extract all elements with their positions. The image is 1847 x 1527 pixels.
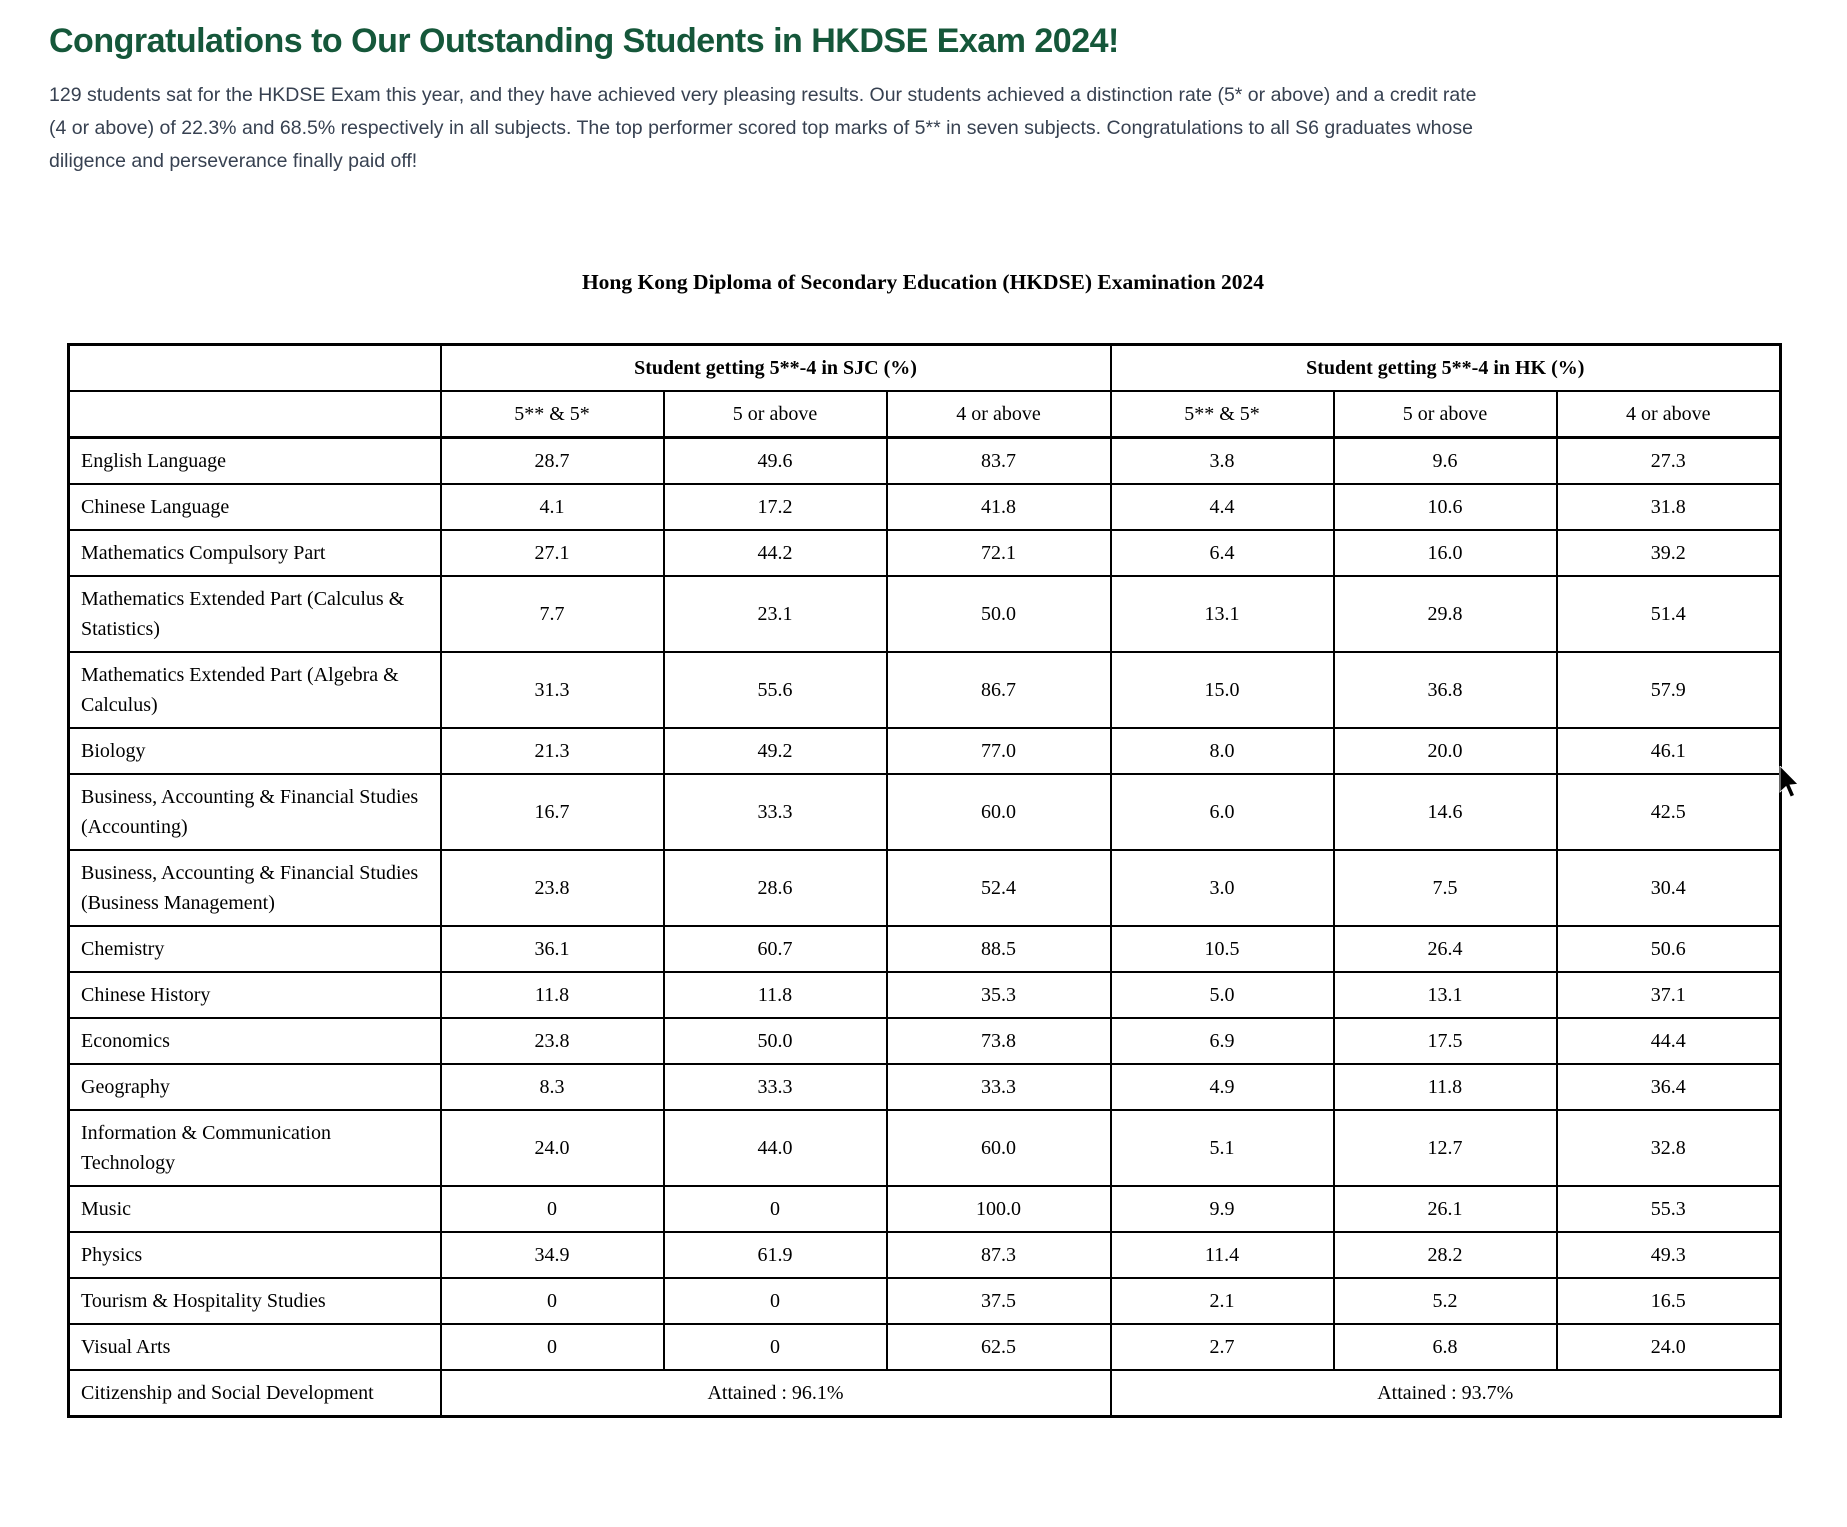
value-cell: 23.8 <box>441 1018 664 1064</box>
value-cell: 37.5 <box>887 1278 1111 1324</box>
value-cell: 23.8 <box>441 850 664 926</box>
value-cell: 7.5 <box>1334 850 1557 926</box>
results-table <box>67 343 1782 1418</box>
table-body <box>69 437 1781 1416</box>
value-cell: 10.6 <box>1334 484 1557 530</box>
value-cell: 62.5 <box>887 1324 1111 1370</box>
value-cell: 5.2 <box>1334 1278 1557 1324</box>
subject-cell: Visual Arts <box>69 1324 441 1370</box>
value-cell: 57.9 <box>1557 652 1781 728</box>
sub-header: 5** & 5* <box>441 391 664 438</box>
sub-header: 5** & 5* <box>1111 391 1334 438</box>
group-header-sjc: Student getting 5**-4 in SJC (%) <box>441 344 1111 391</box>
subject-cell: Chinese Language <box>69 484 441 530</box>
value-cell: 0 <box>441 1324 664 1370</box>
value-cell: 50.0 <box>664 1018 887 1064</box>
value-cell: 26.1 <box>1334 1186 1557 1232</box>
value-cell: 36.4 <box>1557 1064 1781 1110</box>
table-row <box>69 437 1781 484</box>
table-row <box>69 728 1781 774</box>
attained-cell: Attained : 93.7% <box>1111 1370 1781 1417</box>
value-cell: 27.3 <box>1557 437 1781 484</box>
corner-cell <box>69 391 441 438</box>
attained-cell: Attained : 96.1% <box>441 1370 1111 1417</box>
value-cell: 8.0 <box>1111 728 1334 774</box>
value-cell: 26.4 <box>1334 926 1557 972</box>
group-header-hk: Student getting 5**-4 in HK (%) <box>1111 344 1781 391</box>
value-cell: 6.9 <box>1111 1018 1334 1064</box>
value-cell: 49.6 <box>664 437 887 484</box>
table-row <box>69 926 1781 972</box>
value-cell: 16.5 <box>1557 1278 1781 1324</box>
value-cell: 6.8 <box>1334 1324 1557 1370</box>
value-cell: 17.2 <box>664 484 887 530</box>
subject-cell: Geography <box>69 1064 441 1110</box>
value-cell: 21.3 <box>441 728 664 774</box>
value-cell: 33.3 <box>664 1064 887 1110</box>
results-table-section <box>67 270 1779 1418</box>
subject-cell: Mathematics Extended Part (Calculus & Statistics) <box>69 576 441 652</box>
value-cell: 2.1 <box>1111 1278 1334 1324</box>
value-cell: 17.5 <box>1334 1018 1557 1064</box>
value-cell: 46.1 <box>1557 728 1781 774</box>
value-cell: 77.0 <box>887 728 1111 774</box>
value-cell: 4.9 <box>1111 1064 1334 1110</box>
value-cell: 36.1 <box>441 926 664 972</box>
subject-cell: Mathematics Compulsory Part <box>69 530 441 576</box>
value-cell: 27.1 <box>441 530 664 576</box>
value-cell: 14.6 <box>1334 774 1557 850</box>
subject-cell: Economics <box>69 1018 441 1064</box>
value-cell: 61.9 <box>664 1232 887 1278</box>
value-cell: 2.7 <box>1111 1324 1334 1370</box>
value-cell: 28.6 <box>664 850 887 926</box>
value-cell: 44.4 <box>1557 1018 1781 1064</box>
value-cell: 73.8 <box>887 1018 1111 1064</box>
value-cell: 60.0 <box>887 1110 1111 1186</box>
value-cell: 83.7 <box>887 437 1111 484</box>
group-header-row <box>69 344 1781 391</box>
value-cell: 29.8 <box>1334 576 1557 652</box>
value-cell: 51.4 <box>1557 576 1781 652</box>
subject-cell: Business, Accounting & Financial Studies (Accounting) <box>69 774 441 850</box>
value-cell: 12.7 <box>1334 1110 1557 1186</box>
value-cell: 88.5 <box>887 926 1111 972</box>
table-row <box>69 1186 1781 1232</box>
table-row <box>69 1064 1781 1110</box>
table-row <box>69 1232 1781 1278</box>
value-cell: 33.3 <box>664 774 887 850</box>
sub-header: 5 or above <box>1334 391 1557 438</box>
sub-header: 4 or above <box>1557 391 1781 438</box>
value-cell: 10.5 <box>1111 926 1334 972</box>
value-cell: 87.3 <box>887 1232 1111 1278</box>
value-cell: 39.2 <box>1557 530 1781 576</box>
table-row <box>69 774 1781 850</box>
value-cell: 5.0 <box>1111 972 1334 1018</box>
subject-cell: Music <box>69 1186 441 1232</box>
value-cell: 72.1 <box>887 530 1111 576</box>
table-row <box>69 1324 1781 1370</box>
value-cell: 5.1 <box>1111 1110 1334 1186</box>
subject-cell: English Language <box>69 437 441 484</box>
value-cell: 11.8 <box>441 972 664 1018</box>
value-cell: 35.3 <box>887 972 1111 1018</box>
value-cell: 42.5 <box>1557 774 1781 850</box>
value-cell: 13.1 <box>1111 576 1334 652</box>
value-cell: 6.0 <box>1111 774 1334 850</box>
value-cell: 50.6 <box>1557 926 1781 972</box>
value-cell: 28.2 <box>1334 1232 1557 1278</box>
sub-header-row <box>69 391 1781 438</box>
value-cell: 16.0 <box>1334 530 1557 576</box>
value-cell: 11.8 <box>1334 1064 1557 1110</box>
sub-header: 4 or above <box>887 391 1111 438</box>
value-cell: 11.8 <box>664 972 887 1018</box>
value-cell: 0 <box>664 1324 887 1370</box>
table-row <box>69 652 1781 728</box>
value-cell: 24.0 <box>441 1110 664 1186</box>
sub-header: 5 or above <box>664 391 887 438</box>
value-cell: 34.9 <box>441 1232 664 1278</box>
table-row <box>69 484 1781 530</box>
subject-cell: Chemistry <box>69 926 441 972</box>
table-row <box>69 1018 1781 1064</box>
value-cell: 30.4 <box>1557 850 1781 926</box>
value-cell: 3.0 <box>1111 850 1334 926</box>
table-row <box>69 1110 1781 1186</box>
value-cell: 37.1 <box>1557 972 1781 1018</box>
value-cell: 44.0 <box>664 1110 887 1186</box>
value-cell: 60.7 <box>664 926 887 972</box>
value-cell: 36.8 <box>1334 652 1557 728</box>
value-cell: 31.8 <box>1557 484 1781 530</box>
subject-cell: Biology <box>69 728 441 774</box>
value-cell: 100.0 <box>887 1186 1111 1232</box>
subject-cell: Business, Accounting & Financial Studies (Business Management) <box>69 850 441 926</box>
table-row <box>69 576 1781 652</box>
value-cell: 9.9 <box>1111 1186 1334 1232</box>
value-cell: 52.4 <box>887 850 1111 926</box>
intro-paragraph: 129 students sat for the HKDSE Exam this year, and they have achieved very pleasing results. Our students achieved a distinction rate (5* or above) and a credit rate (4 or above) of 22.3% and 68.5% respectively in all subjects. The top performer scored top marks of 5** in seven subjects. Congratulations to all S6 graduates whose diligence and perseverance finally paid off! <box>49 83 1477 172</box>
value-cell: 0 <box>664 1186 887 1232</box>
table-row <box>69 850 1781 926</box>
value-cell: 11.4 <box>1111 1232 1334 1278</box>
value-cell: 7.7 <box>441 576 664 652</box>
table-title: Hong Kong Diploma of Secondary Education (HKDSE) Examination 2024 <box>581 269 1265 294</box>
value-cell: 50.0 <box>887 576 1111 652</box>
subject-cell: Citizenship and Social Development <box>69 1370 441 1417</box>
value-cell: 31.3 <box>441 652 664 728</box>
value-cell: 9.6 <box>1334 437 1557 484</box>
table-row <box>69 1370 1781 1417</box>
value-cell: 6.4 <box>1111 530 1334 576</box>
value-cell: 0 <box>441 1278 664 1324</box>
value-cell: 33.3 <box>887 1064 1111 1110</box>
value-cell: 4.1 <box>441 484 664 530</box>
value-cell: 55.6 <box>664 652 887 728</box>
subject-cell: Information & Communication Technology <box>69 1110 441 1186</box>
value-cell: 44.2 <box>664 530 887 576</box>
value-cell: 28.7 <box>441 437 664 484</box>
page-heading: Congratulations to Our Outstanding Students in HKDSE Exam 2024! <box>49 22 1119 60</box>
value-cell: 20.0 <box>1334 728 1557 774</box>
subject-cell: Chinese History <box>69 972 441 1018</box>
value-cell: 16.7 <box>441 774 664 850</box>
value-cell: 49.2 <box>664 728 887 774</box>
value-cell: 0 <box>441 1186 664 1232</box>
value-cell: 8.3 <box>441 1064 664 1110</box>
corner-cell <box>69 344 441 391</box>
value-cell: 55.3 <box>1557 1186 1781 1232</box>
value-cell: 3.8 <box>1111 437 1334 484</box>
value-cell: 15.0 <box>1111 652 1334 728</box>
value-cell: 32.8 <box>1557 1110 1781 1186</box>
value-cell: 0 <box>664 1278 887 1324</box>
value-cell: 86.7 <box>887 652 1111 728</box>
value-cell: 4.4 <box>1111 484 1334 530</box>
value-cell: 13.1 <box>1334 972 1557 1018</box>
value-cell: 49.3 <box>1557 1232 1781 1278</box>
value-cell: 41.8 <box>887 484 1111 530</box>
subject-cell: Mathematics Extended Part (Algebra & Calculus) <box>69 652 441 728</box>
subject-cell: Tourism & Hospitality Studies <box>69 1278 441 1324</box>
table-row <box>69 1278 1781 1324</box>
value-cell: 24.0 <box>1557 1324 1781 1370</box>
subject-cell: Physics <box>69 1232 441 1278</box>
value-cell: 60.0 <box>887 774 1111 850</box>
table-row <box>69 530 1781 576</box>
value-cell: 23.1 <box>664 576 887 652</box>
table-row <box>69 972 1781 1018</box>
